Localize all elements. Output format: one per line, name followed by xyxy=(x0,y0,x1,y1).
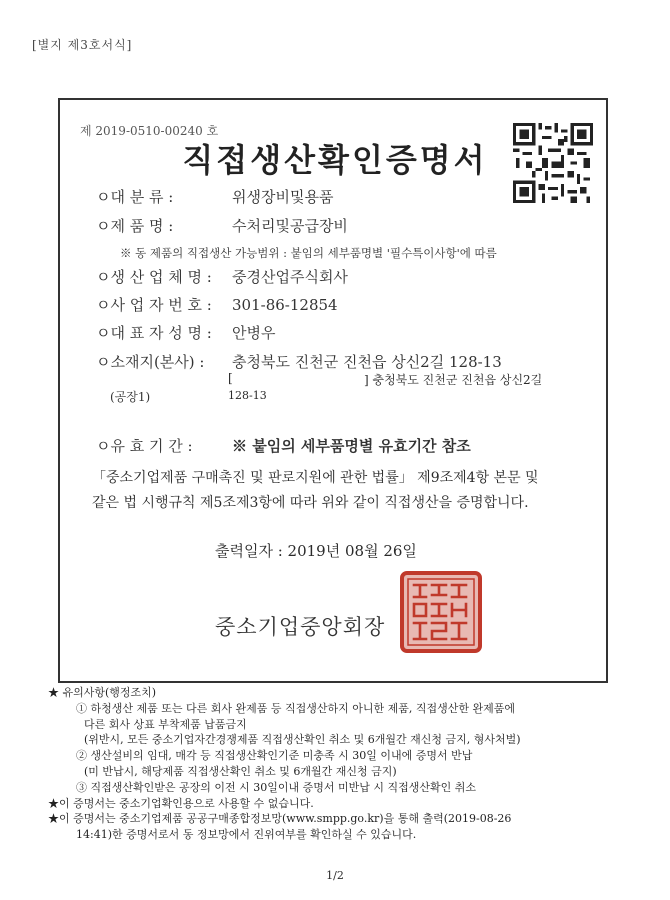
note-item: ① 하청생산 제품 또는 다른 회사 완제품 등 직접생산하지 아니한 제품, 직접생산한 완제품에 xyxy=(76,701,515,715)
field-category xyxy=(96,186,333,207)
field-value: 위생장비및용품 xyxy=(232,188,334,206)
page-number: 1/2 xyxy=(326,869,344,882)
certificate-title: 직접생산확인증명서 xyxy=(182,141,488,179)
note-item: 14:41)한 증명서로서 동 정보망에서 진위여부를 확인하실 수 있습니다. xyxy=(76,828,417,842)
form-number: [별지 제3호서식] xyxy=(32,38,133,52)
scope-note: ※ 동 제품의 직접생산 가능범위 : 붙임의 세부품명별 '필수특이사항'에 따름 xyxy=(120,246,497,260)
notes-heading: ★ 유의사항(행정조치) xyxy=(48,686,157,699)
print-date: 출력일자 : 2019년 08월 26일 xyxy=(215,542,417,560)
note-item: (위반시, 모든 중소기업자간경쟁제품 직접생산확인 취소 및 6개월간 재신청 금지, 형사처벌) xyxy=(84,733,521,747)
note-item: 다른 회사 상표 부착제품 납품금지 xyxy=(84,717,247,731)
factory-address-line1: ] 충청북도 진천군 진천읍 상신2길 xyxy=(364,373,543,387)
field-label: ㅇ사 업 자 번 호 : xyxy=(96,296,212,314)
official-seal-icon xyxy=(400,571,482,653)
field-value: 안병우 xyxy=(232,324,276,342)
field-label: ㅇ대 표 자 성 명 : xyxy=(96,324,212,342)
note-item: ③ 직접생산확인받은 공장의 이전 시 30일이내 증명서 미반납 시 직접생산확인 취소 xyxy=(76,780,476,794)
field-validity xyxy=(96,435,471,456)
field-biz-no xyxy=(96,294,338,315)
notes-section xyxy=(48,685,648,843)
field-value: ※ 붙임의 세부품명별 유효기간 참조 xyxy=(232,437,471,455)
factory-label: (공장1) xyxy=(110,390,151,404)
field-address xyxy=(96,351,502,372)
issuer-name: 중소기업중앙회장 xyxy=(215,615,386,639)
field-company xyxy=(96,266,348,287)
field-representative xyxy=(96,322,275,343)
law-text-line1: 「중소기업제품 구매촉진 및 판로지원에 관한 법률」 제9조제4항 본문 및 xyxy=(92,470,539,486)
qr-code xyxy=(513,123,593,203)
note-item: ② 생산설비의 임대, 매각 등 직접생산확인기준 미충족 시 30일 이내에 증명서 반납 xyxy=(76,749,473,763)
field-value: 중경산업주식회사 xyxy=(232,268,348,286)
field-label: ㅇ제 품 명 : xyxy=(96,217,174,235)
field-label: ㅇ대 분 류 : xyxy=(96,188,174,206)
field-label: ㅇ유 효 기 간 : xyxy=(96,437,193,455)
factory-bracket: [ xyxy=(228,371,233,385)
field-label: ㅇ소재지(본사) : xyxy=(96,353,205,371)
field-value: 301-86-12854 xyxy=(232,296,338,314)
note-item: ★이 증명서는 중소기업확인용으로 사용할 수 없습니다. xyxy=(48,796,314,810)
field-value: 충청북도 진천군 진천읍 상신2길 128-13 xyxy=(232,353,502,371)
certificate-serial: 제 2019-0510-00240 호 xyxy=(80,124,219,138)
field-value: 수처리및공급장비 xyxy=(232,217,348,235)
factory-address-line2: 128-13 xyxy=(228,389,267,402)
note-item: ★이 증명서는 중소기업제품 공공구매종합정보망(www.smpp.go.kr)을 통해 출력(2019-08-26 xyxy=(48,812,512,826)
field-label: ㅇ생 산 업 체 명 : xyxy=(96,268,212,286)
field-product xyxy=(96,215,348,236)
law-text-line2: 같은 법 시행규칙 제5조제3항에 따라 위와 같이 직접생산을 증명합니다. xyxy=(92,495,529,511)
note-item: (미 반납시, 해당제품 직접생산확인 취소 및 6개월간 재신청 금지) xyxy=(84,764,397,778)
